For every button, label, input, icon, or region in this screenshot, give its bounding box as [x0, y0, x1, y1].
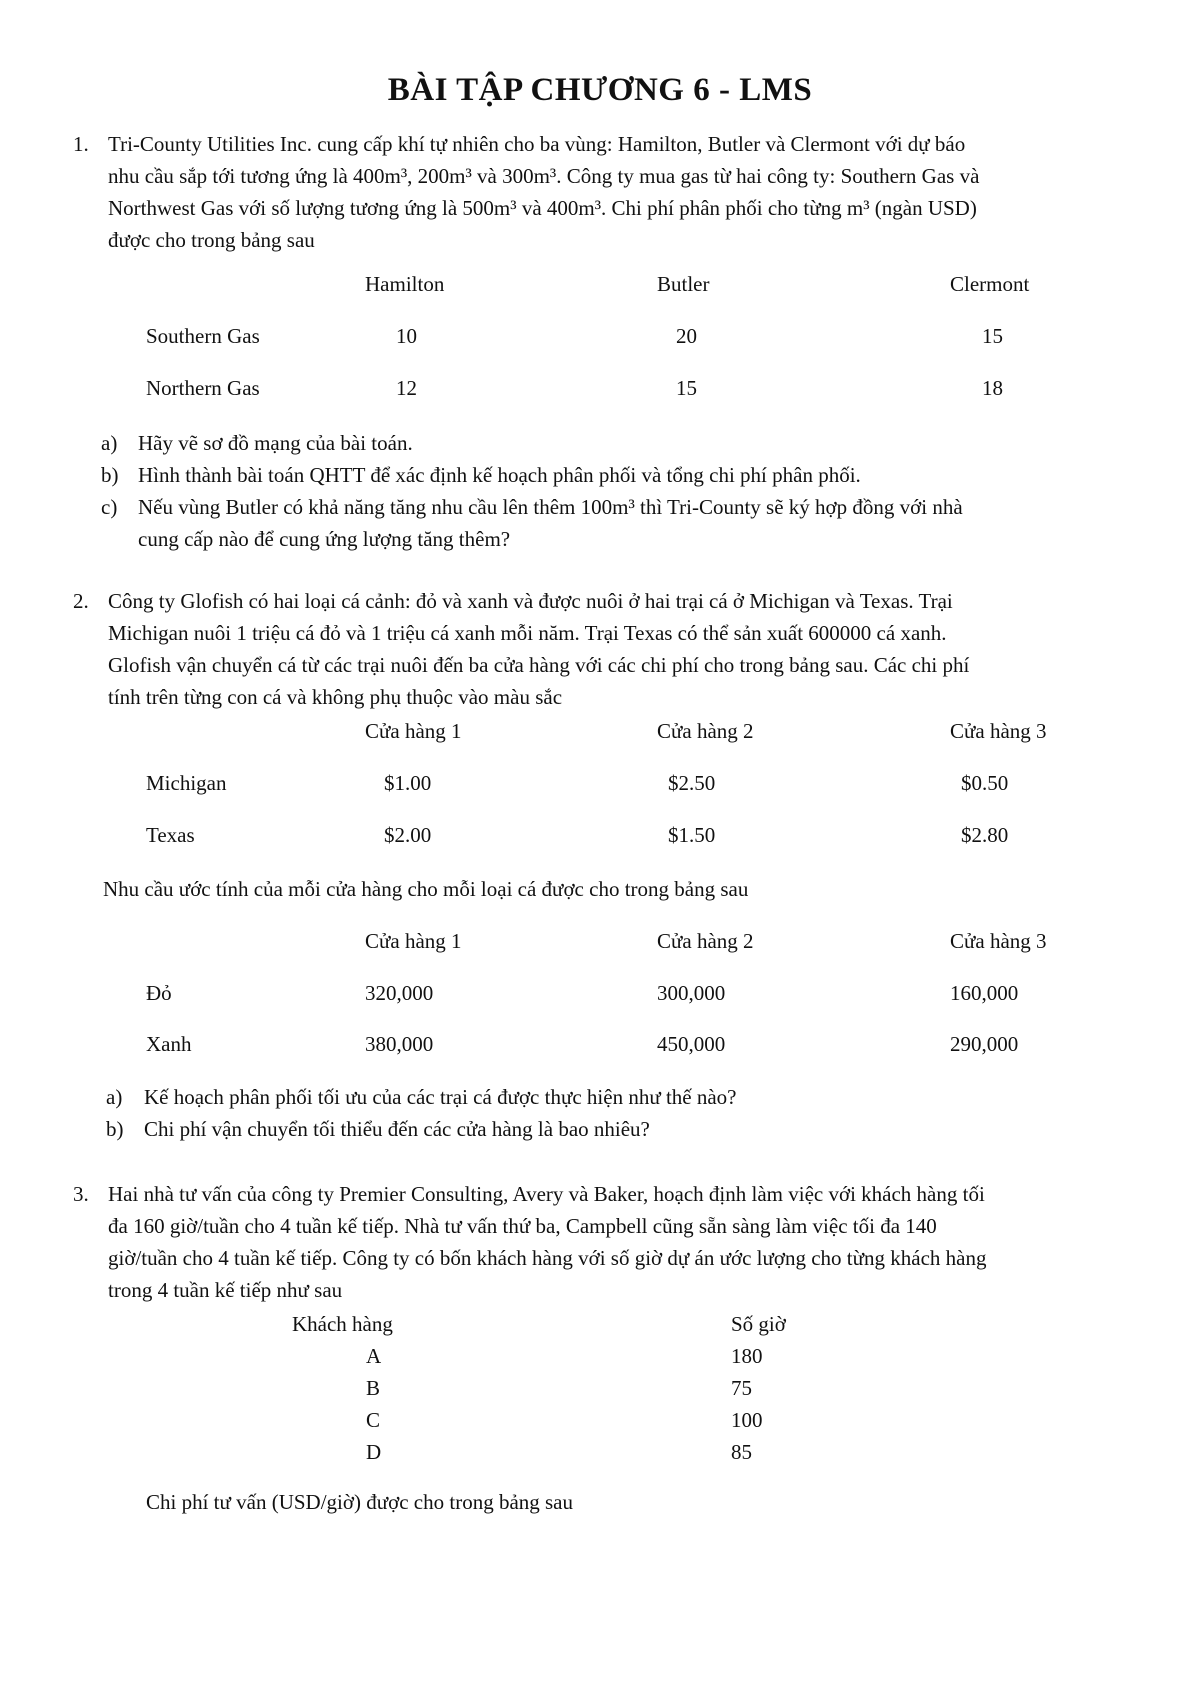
table-cell: 15 [676, 376, 697, 400]
table-row-label: Michigan [146, 771, 227, 795]
table-cell: 100 [731, 1408, 763, 1432]
question-text-line: đa 160 giờ/tuần cho 4 tuần kế tiếp. Nhà tư vấn thứ ba, Campbell cũng sẵn sàng làm việc tối đa 140 [108, 1214, 937, 1238]
table-cell: 320,000 [365, 981, 434, 1005]
table-header: Cửa hàng 2 [657, 929, 754, 953]
page-title: BÀI TẬP CHƯƠNG 6 - LMS [387, 72, 813, 108]
question-text-line: Glofish vận chuyển cá từ các trại nuôi đến ba cửa hàng với các chi phí cho trong bảng sau. Các chi phí [108, 653, 970, 677]
table-row-label: Texas [146, 823, 195, 847]
sub-question-text: cung cấp nào để cung ứng lượng tăng thêm? [138, 527, 511, 551]
sub-question-label: b) [101, 463, 119, 487]
sub-question-label: c) [101, 495, 118, 519]
table-cell: 18 [982, 376, 1003, 400]
table-cell: 290,000 [950, 1032, 1019, 1056]
table-cell: D [366, 1440, 382, 1464]
table-row-label: Đỏ [146, 981, 172, 1005]
table-cell: B [366, 1376, 381, 1400]
question-text-line: tính trên từng con cá và không phụ thuộc vào màu sắc [108, 685, 563, 709]
sub-question-text: Hình thành bài toán QHTT để xác định kế hoạch phân phối và tổng chi phí phân phối. [138, 463, 861, 487]
table-header: Số giờ [731, 1312, 786, 1336]
table-cell: 380,000 [365, 1032, 434, 1056]
question-text-line: trong 4 tuần kế tiếp như sau [108, 1278, 343, 1302]
table-row-label: Southern Gas [146, 324, 260, 348]
table-header: Cửa hàng 1 [365, 719, 462, 743]
question-number: 3. [73, 1182, 89, 1206]
table-cell: 85 [731, 1440, 752, 1464]
table-header: Khách hàng [292, 1312, 393, 1336]
question-text-line: nhu cầu sắp tới tương ứng là 400m³, 200m³ và 300m³. Công ty mua gas từ hai công ty: Southern Gas và [108, 164, 980, 188]
demand-intro: Nhu cầu ước tính của mỗi cửa hàng cho mỗi loại cá được cho trong bảng sau [103, 877, 749, 901]
sub-question-label: a) [106, 1085, 123, 1109]
question-text-line: Northwest Gas với số lượng tương ứng là 500m³ và 400m³. Chi phí phân phối cho từng m³ (ngàn USD) [108, 196, 977, 220]
table-header: Clermont [950, 272, 1030, 296]
closing-text: Chi phí tư vấn (USD/giờ) được cho trong bảng sau [146, 1490, 574, 1514]
table-cell: $0.50 [961, 771, 1009, 795]
table-cell: $2.50 [668, 771, 716, 795]
table-cell: 75 [731, 1376, 752, 1400]
table-cell: A [366, 1344, 382, 1368]
sub-question-text: Kế hoạch phân phối tối ưu của các trại cá được thực hiện như thế nào? [144, 1085, 737, 1109]
question-text-line: Tri-County Utilities Inc. cung cấp khí tự nhiên cho ba vùng: Hamilton, Butler và Clermont với dự báo [108, 132, 966, 156]
question-text-line: Công ty Glofish có hai loại cá cảnh: đỏ và xanh và được nuôi ở hai trại cá ở Michigan và Texas. Trại [108, 589, 953, 613]
sub-question-text: Nếu vùng Butler có khả năng tăng nhu cầu lên thêm 100m³ thì Tri-County sẽ ký hợp đồng với nhà [138, 495, 963, 519]
table-cell: C [366, 1408, 381, 1432]
sub-question-label: a) [101, 431, 118, 455]
sub-question-text: Chi phí vận chuyển tối thiểu đến các cửa hàng là bao nhiêu? [144, 1117, 650, 1141]
table-cell: 10 [396, 324, 417, 348]
table-row-label: Northern Gas [146, 376, 260, 400]
table-header: Cửa hàng 3 [950, 929, 1047, 953]
question-text-line: được cho trong bảng sau [108, 228, 315, 252]
sub-question-text: Hãy vẽ sơ đồ mạng của bài toán. [138, 431, 413, 455]
table-cell: $1.50 [668, 823, 716, 847]
table-header: Butler [657, 272, 710, 296]
table-header: Cửa hàng 1 [365, 929, 462, 953]
table-header: Cửa hàng 3 [950, 719, 1047, 743]
table-cell: 300,000 [657, 981, 726, 1005]
table-header: Cửa hàng 2 [657, 719, 754, 743]
question-number: 1. [73, 132, 89, 156]
sub-question-label: b) [106, 1117, 124, 1141]
table-cell: $1.00 [384, 771, 432, 795]
table-cell: 450,000 [657, 1032, 726, 1056]
table-header: Hamilton [365, 272, 445, 296]
table-cell: 20 [676, 324, 697, 348]
table-cell: 160,000 [950, 981, 1019, 1005]
table-row-label: Xanh [146, 1032, 192, 1056]
table-cell: $2.80 [961, 823, 1009, 847]
table-cell: 180 [731, 1344, 763, 1368]
question-text-line: giờ/tuần cho 4 tuần kế tiếp. Công ty có bốn khách hàng với số giờ dự án ước lượng cho từng khách hàng [108, 1246, 987, 1270]
table-cell: 12 [396, 376, 417, 400]
question-text-line: Hai nhà tư vấn của công ty Premier Consulting, Avery và Baker, hoạch định làm việc với khách hàng tối [108, 1182, 985, 1206]
table-cell: 15 [982, 324, 1003, 348]
question-text-line: Michigan nuôi 1 triệu cá đỏ và 1 triệu cá xanh mỗi năm. Trại Texas có thể sản xuất 600000 cá xanh. [108, 621, 947, 645]
question-number: 2. [73, 589, 89, 613]
table-cell: $2.00 [384, 823, 432, 847]
